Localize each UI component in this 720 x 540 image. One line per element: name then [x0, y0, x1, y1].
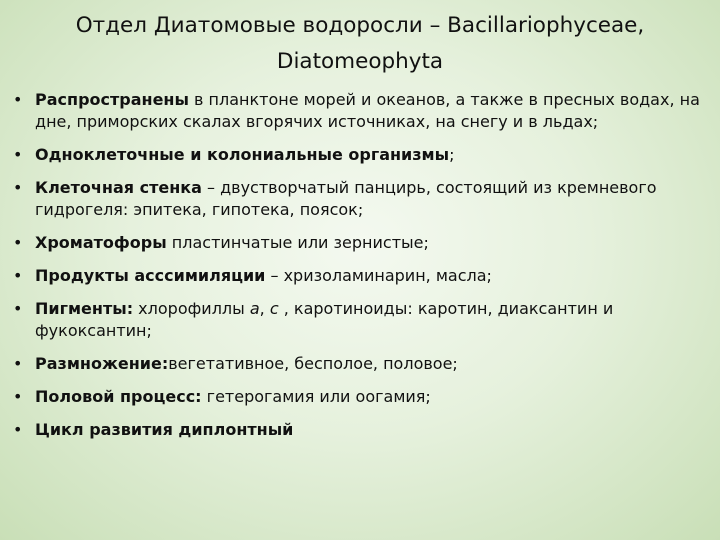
item-term: Клеточная стенка	[35, 178, 202, 197]
item-text: хлорофиллы	[133, 299, 250, 318]
item-term: Половой процесс:	[35, 387, 202, 406]
bullet-icon: •	[13, 299, 23, 318]
item-text: , каротиноиды: каротин, диаксантин и фукоксантин;	[35, 299, 614, 340]
list-item-sexual-process	[13, 386, 718, 408]
item-text-italic: c	[269, 299, 279, 318]
item-text-italic: a	[249, 299, 260, 318]
list-item-reproduction	[13, 353, 718, 375]
bullet-icon: •	[13, 420, 23, 439]
item-term: Цикл развития диплонтный	[35, 420, 294, 439]
item-text: гетерогамия или оогамия;	[201, 387, 431, 406]
item-text: ;	[449, 145, 455, 164]
list-item-cell-wall	[13, 177, 718, 221]
bullet-icon: •	[13, 145, 23, 164]
bullet-icon: •	[13, 266, 23, 285]
item-term: Хроматофоры	[35, 233, 167, 252]
item-text: пластинчатые или зернистые;	[166, 233, 429, 252]
list-item-life-cycle	[13, 419, 718, 441]
bullet-icon: •	[13, 354, 23, 373]
list-item-chromatophores	[13, 232, 718, 254]
item-text: – двустворчатый панцирь, состоящий из кремневого гидрогеля: эпитека, гипотека, поясок;	[35, 178, 657, 219]
item-term: Размножение:	[35, 354, 169, 373]
bullet-icon: •	[13, 387, 23, 406]
bullet-icon: •	[13, 233, 23, 252]
item-text: ,	[259, 299, 270, 318]
bullet-list	[13, 89, 718, 452]
item-text: в планктоне морей и океанов, а также в пресных водах, на дне, приморских скалах вгорячих источниках, на снегу и в льдах;	[35, 90, 700, 131]
list-item-distribution	[13, 89, 718, 133]
item-text: вегетативное, бесполое, половое;	[168, 354, 458, 373]
list-item-organisms	[13, 144, 718, 166]
item-text: – хризоламинарин, масла;	[265, 266, 492, 285]
list-item-pigments	[13, 298, 718, 342]
item-term: Продукты асссимиляции	[35, 266, 266, 285]
item-term: Распространены	[35, 90, 189, 109]
slide-title-line-1: Отдел Диатомовые водоросли – Bacillariophyceae,	[75, 13, 645, 38]
slide-title-line-2: Diatomeophyta	[276, 49, 444, 74]
list-item-assimilation	[13, 265, 718, 287]
bullet-icon: •	[13, 90, 23, 109]
item-term: Одноклеточные и колониальные организмы	[35, 145, 450, 164]
slide-title	[0, 8, 720, 80]
bullet-icon: •	[13, 178, 23, 197]
item-term: Пигменты:	[35, 299, 134, 318]
